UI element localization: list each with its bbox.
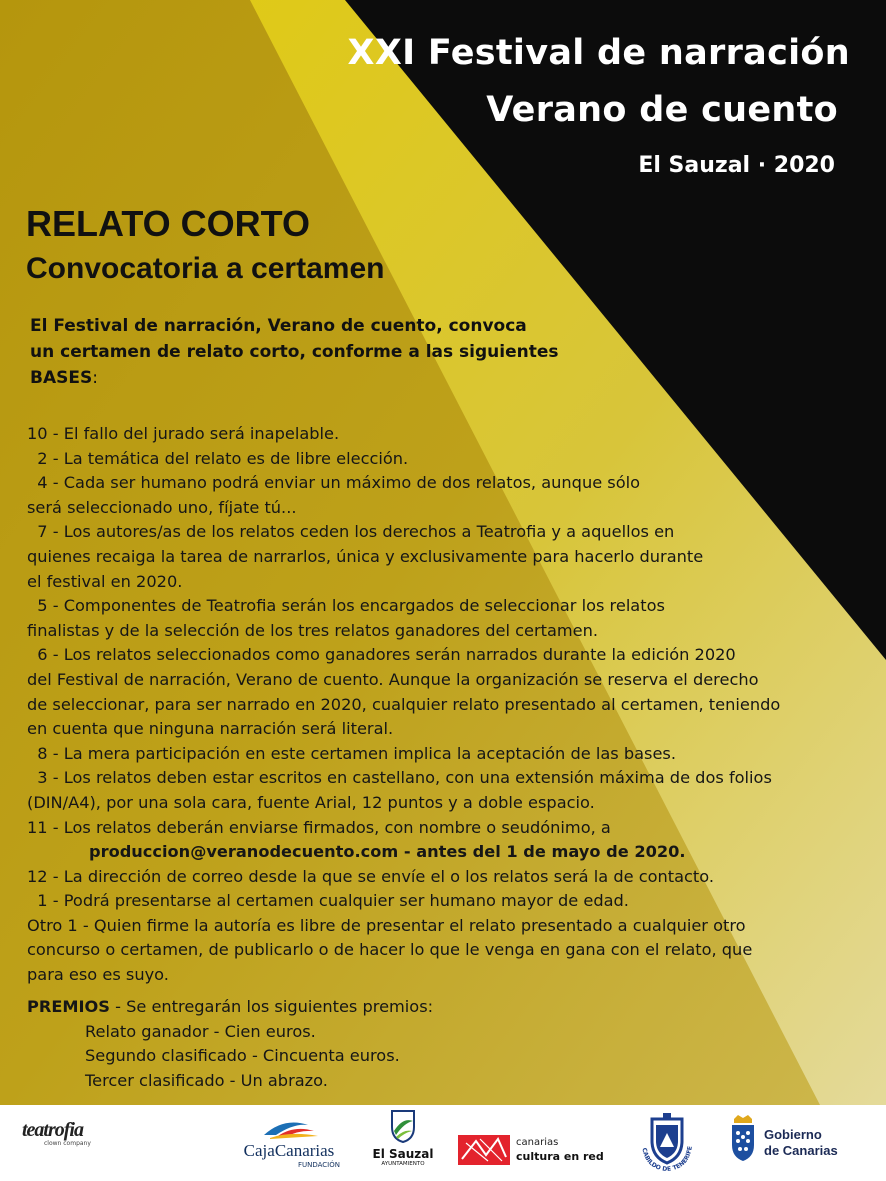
rule-item: 11 - Los relatos deberán enviarse firmados, con nombre o seudónimo, a <box>27 817 611 837</box>
cultura-en-red-line-1: canarias <box>516 1137 559 1148</box>
cajacanarias-wordmark: CajaCanarias <box>243 1141 335 1160</box>
email-deadline: produccion@veranodecuento.com - antes del 1 de mayo de 2020. <box>89 842 686 862</box>
bases-colon: : <box>92 368 98 388</box>
rule-item: 6 - Los relatos seleccionados como ganadores serán narrados durante la edición 2020 del Festival de narración, Verano de cuento. Aunque la organización se reserva el derecho de seleccionar, para ser narrado en 2020, cualquier relato presentado al certamen, teniendo en cuenta que ninguna narración será literal. <box>27 645 781 739</box>
prize-item: Tercer clasificado - Un abrazo. <box>85 1070 328 1090</box>
teatrofia-tagline: clown company <box>44 1140 91 1147</box>
gobierno-canarias-line-1: Gobierno <box>764 1127 822 1142</box>
rule-item: 1 - Podrá presentarse al certamen cualquier ser humano mayor de edad. <box>27 891 629 911</box>
rule-item: 8 - La mera participación en este certamen implica la aceptación de las bases. <box>27 743 677 763</box>
rule-item: 7 - Los autores/as de los relatos ceden los derechos a Teatrofia y a aquellos en quienes recaiga la tarea de narrarlos, única y exclusivamente para hacerlo durante el festival en 2020. <box>27 522 704 591</box>
teatrofia-logo <box>22 1119 102 1165</box>
bases-label: BASES <box>30 368 93 388</box>
gobierno-canarias-crest-icon <box>728 1115 758 1163</box>
intro-line-2: un certamen de relato corto, conforme a las siguientes <box>30 342 559 362</box>
rule-item: Otro 1 - Quien firme la autoría es libre de presentar el relato presentado a cualquier otro concurso o certamen, de publicarlo o de hacer lo que le venga en gana con el relato, que para eso es suyo. <box>27 915 753 985</box>
teatrofia-wordmark: teatrofia <box>22 1119 83 1141</box>
prizes-section <box>27 995 727 1093</box>
el-sauzal-wordmark: El Sauzal <box>372 1147 434 1161</box>
intro-paragraph <box>30 313 650 391</box>
section-subtitle: Convocatoria a certamen <box>26 252 385 285</box>
cajacanarias-wave-icon <box>234 1115 344 1139</box>
cultura-en-red-line-2: cultura en red <box>516 1150 604 1163</box>
prizes-intro: - Se entregarán los siguientes premios: <box>109 997 434 1016</box>
prize-item: Segundo clasificado - Cincuenta euros. <box>85 1046 400 1066</box>
cultura-en-red-mark-icon <box>458 1135 510 1165</box>
intro-line-1: El Festival de narración, Verano de cuento, convoca <box>30 316 527 336</box>
rule-item: 5 - Componentes de Teatrofia serán los encargados de seleccionar los relatos finalistas y de la selección de los tres relatos ganadores del certamen. <box>27 596 665 640</box>
el-sauzal-sub: AYUNTAMIENTO <box>381 1161 425 1167</box>
rule-item: 2 - La temática del relato es de libre elección. <box>27 448 409 468</box>
cabildo-tenerife-logo <box>636 1111 698 1175</box>
cabildo-arc-text: CABILDO DE TENERIFE <box>640 1145 694 1173</box>
rule-item: 3 - Los relatos deben estar escritos en castellano, con una extensión máxima de dos folios (DIN/A4), por una sola cara, fuente Arial, 12 puntos y a doble espacio. <box>27 768 772 812</box>
festival-place-year: El Sauzal · 2020 <box>638 153 835 178</box>
el-sauzal-emblem-icon <box>388 1109 418 1143</box>
rules-list <box>27 422 877 988</box>
el-sauzal-logo <box>370 1109 436 1175</box>
rule-item: 10 - El fallo del jurado será inapelable. <box>27 424 340 443</box>
rule-item: 12 - La dirección de correo desde la que se envíe el o los relatos será la de contacto. <box>27 866 715 886</box>
festival-subtitle: Verano de cuento <box>486 90 838 130</box>
cabildo-shield-icon <box>636 1111 698 1173</box>
gobierno-canarias-logo <box>728 1115 858 1171</box>
sponsors-footer <box>0 1105 886 1181</box>
canarias-cultura-en-red-logo <box>458 1135 608 1169</box>
prizes-label: PREMIOS <box>27 997 110 1016</box>
rule-item: 4 - Cada ser humano podrá enviar un máximo de dos relatos, aunque sólo será seleccionado uno, fíjate tú... <box>27 473 641 517</box>
prize-item: Relato ganador - Cien euros. <box>85 1021 316 1041</box>
section-title: RELATO CORTO <box>26 203 311 244</box>
gobierno-canarias-line-2: de Canarias <box>764 1143 838 1158</box>
cajacanarias-sub: FUNDACIÓN <box>297 1161 340 1169</box>
cajacanarias-logo <box>234 1115 344 1173</box>
festival-title: XXI Festival de narración <box>347 33 850 73</box>
